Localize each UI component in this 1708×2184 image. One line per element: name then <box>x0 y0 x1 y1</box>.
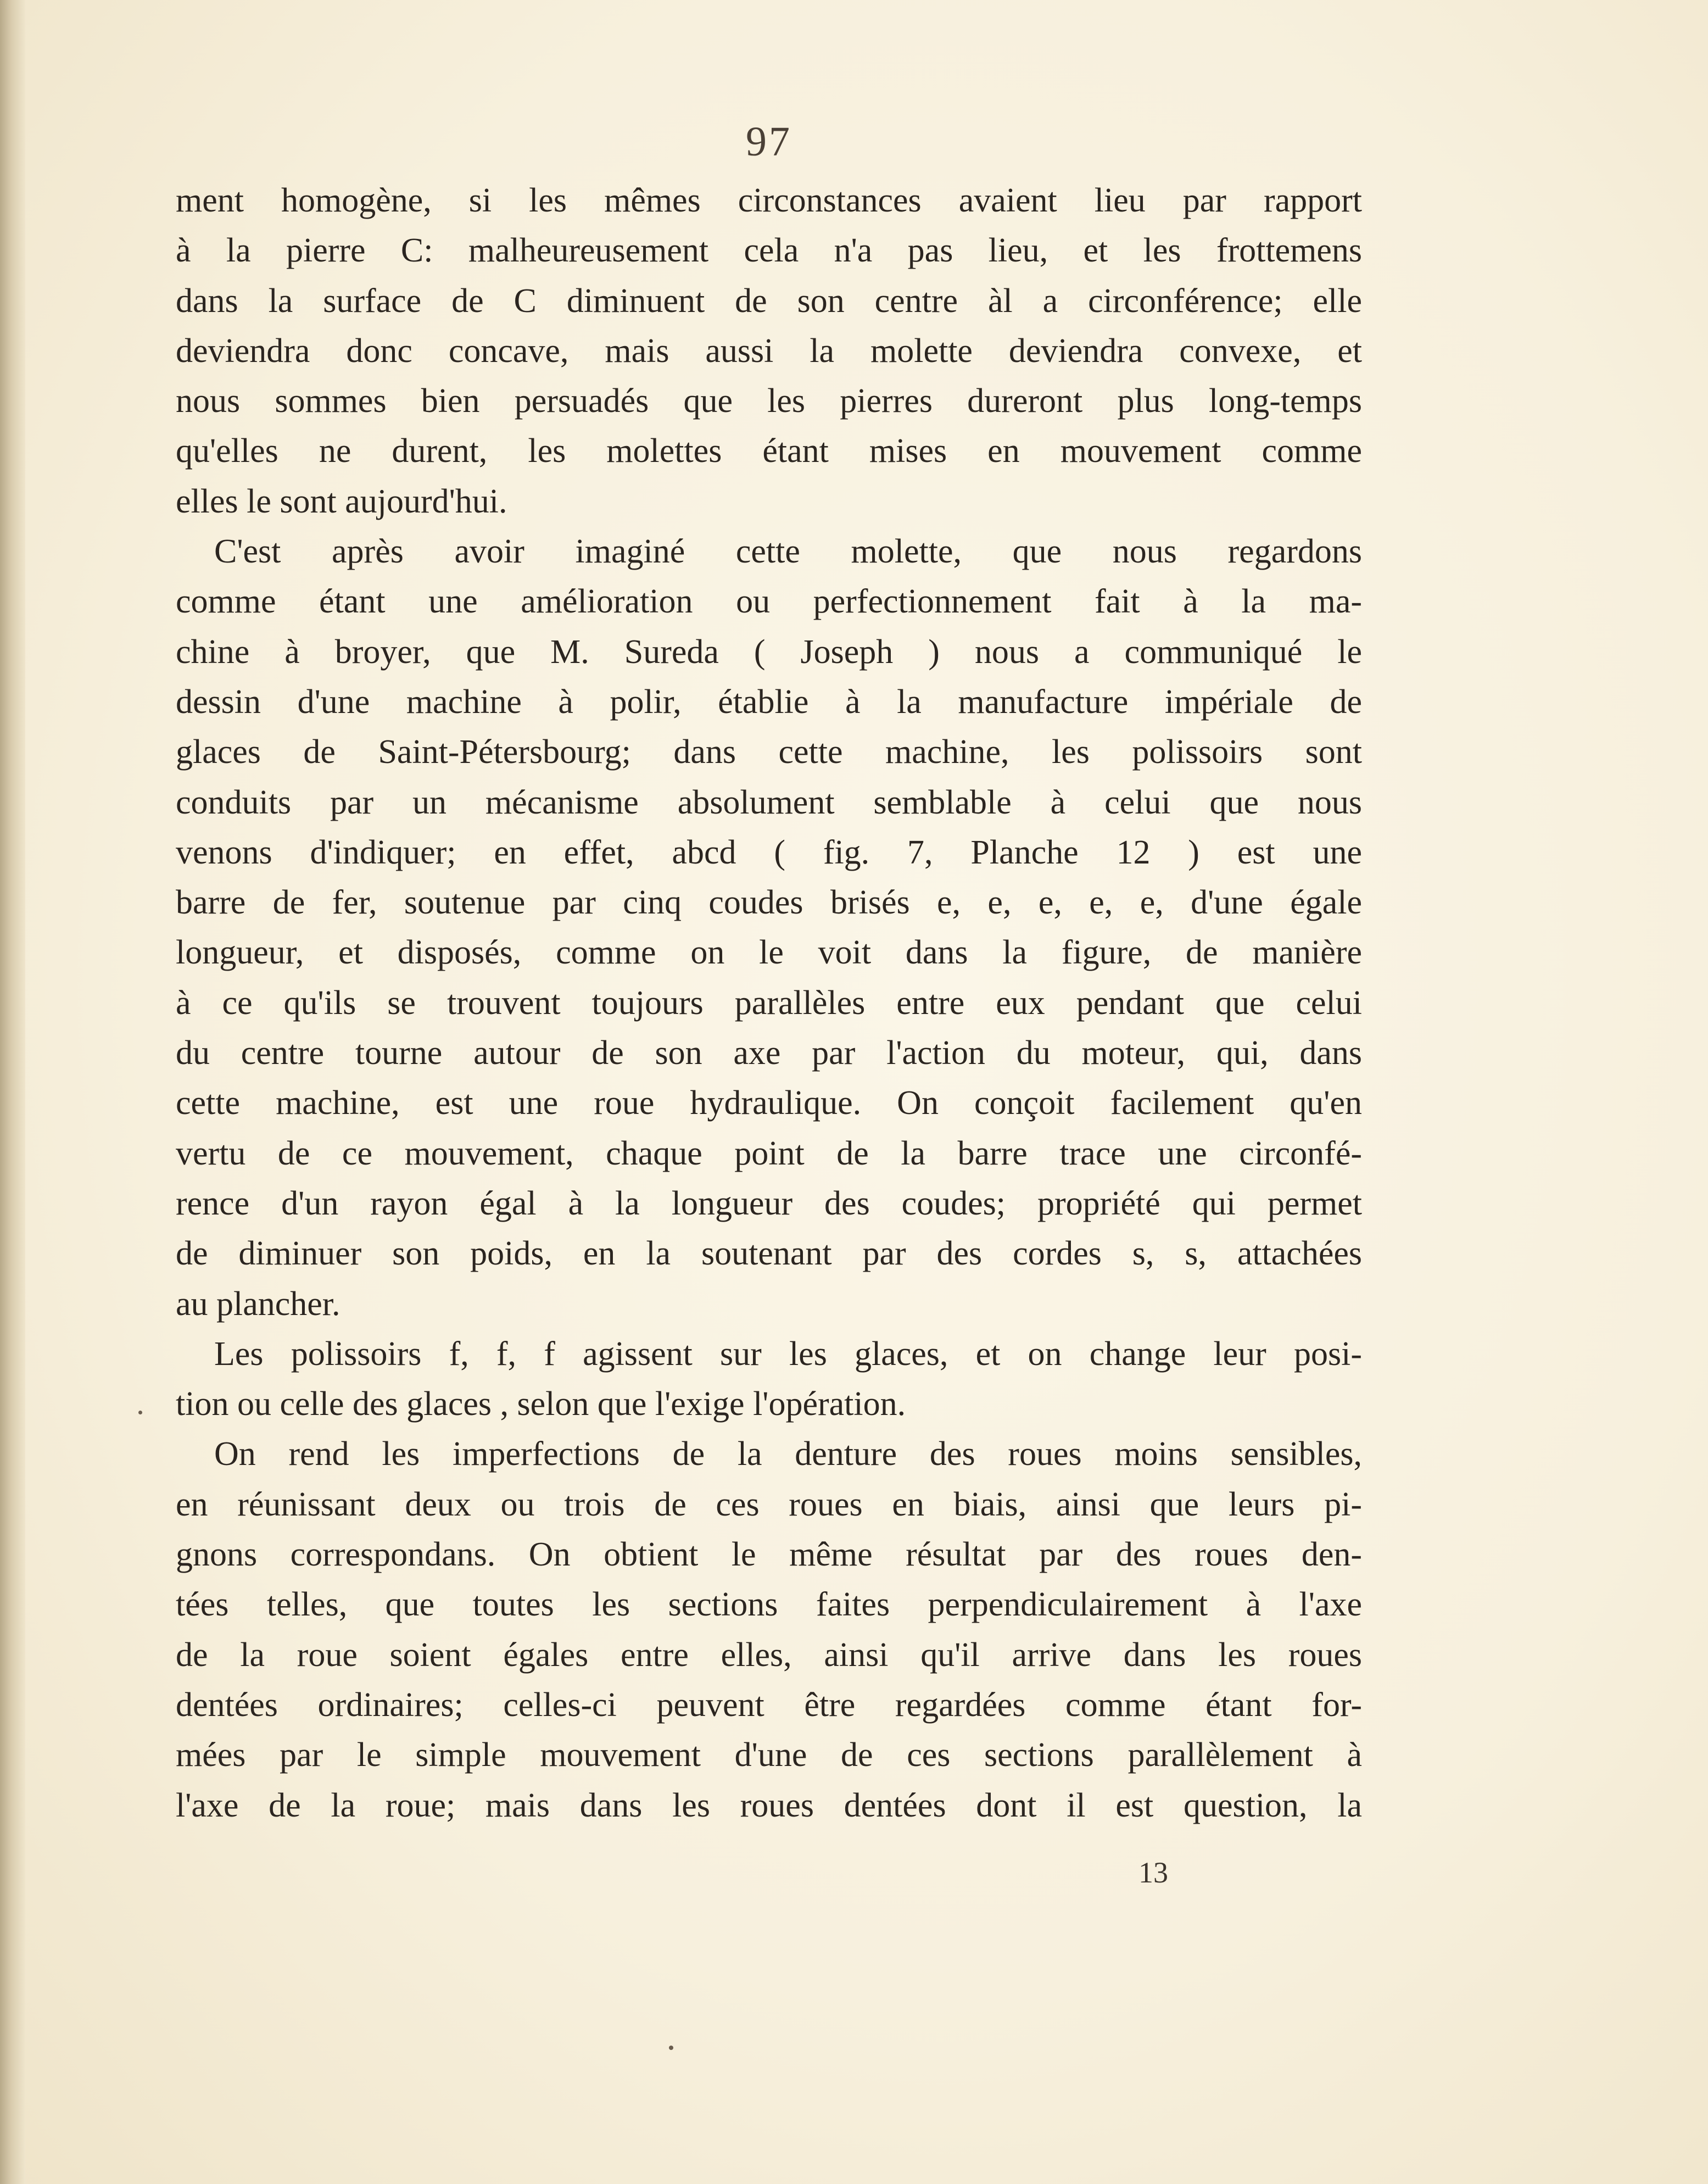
ink-speck <box>138 1411 142 1414</box>
text-line: venons d'indiquer; en effet, abcd ( fig. 7, Planche 12 ) est une <box>176 833 1362 871</box>
text-line: dessin d'une machine à polir, établie à la manufacture impériale de <box>176 683 1362 721</box>
text-line: dentées ordinaires; celles-ci peuvent être regardées comme étant for- <box>176 1686 1362 1724</box>
text-line: chine à broyer, que M. Sureda ( Joseph ) nous a communiqué le <box>176 633 1362 671</box>
paragraph-1 <box>176 176 1362 527</box>
text-line: longueur, et disposés, comme on le voit dans la figure, de manière <box>176 934 1362 972</box>
page-number: 97 <box>746 119 792 165</box>
signature-mark: 13 <box>1138 1856 1168 1889</box>
text-line: au plancher. <box>176 1285 341 1323</box>
text-line: conduits par un mécanisme absolument semblable à celui que nous <box>176 783 1362 821</box>
text-line: rence d'un rayon égal à la longueur des coudes; propriété qui permet <box>176 1184 1362 1222</box>
text-line: en réunissant deux ou trois de ces roues en biais, ainsi que leurs pi- <box>176 1485 1362 1523</box>
text-line: cette machine, est une roue hydraulique. On conçoit facilement qu'en <box>176 1084 1362 1122</box>
text-line: du centre tourne autour de son axe par l'action du moteur, qui, dans <box>176 1034 1362 1072</box>
text-line: barre de fer, soutenue par cinq coudes brisés e, e, e, e, e, d'une égale <box>176 884 1362 922</box>
text-line: à ce qu'ils se trouvent toujours parallèles entre eux pendant que celui <box>176 984 1362 1022</box>
text-line: C'est après avoir imaginé cette molette, que nous regardons <box>214 533 1362 571</box>
text-line: tées telles, que toutes les sections faites perpendiculairement à l'axe <box>176 1586 1362 1624</box>
text-line: qu'elles ne durent, les molettes étant mises en mouvement comme <box>176 432 1362 470</box>
text-line: ment homogène, si les mêmes circonstances avaient lieu par rapport <box>176 182 1362 219</box>
ink-speck <box>669 2046 673 2050</box>
text-line: à la pierre C: malheureusement cela n'a pas lieu, et les frottemens <box>176 232 1362 270</box>
text-line: de diminuer son poids, en la soutenant par des cordes s, s, attachées <box>176 1235 1362 1273</box>
text-line: gnons correspondans. On obtient le même résultat par des roues den- <box>176 1536 1362 1574</box>
body-text <box>176 176 1362 1831</box>
text-line: mées par le simple mouvement d'une de ces sections parallèlement à <box>176 1736 1362 1774</box>
text-line: tion ou celle des glaces , selon que l'exige l'opération. <box>176 1385 906 1423</box>
text-line: de la roue soient égales entre elles, ainsi qu'il arrive dans les roues <box>176 1636 1362 1674</box>
text-line: deviendra donc concave, mais aussi la molette deviendra convexe, et <box>176 332 1362 370</box>
text-line: Les polissoirs f, f, f agissent sur les glaces, et on change leur posi- <box>214 1335 1362 1373</box>
text-line: vertu de ce mouvement, chaque point de la barre trace une circonfé- <box>176 1134 1362 1172</box>
paragraph-2 <box>176 527 1362 1329</box>
text-line: glaces de Saint-Pétersbourg; dans cette machine, les polissoirs sont <box>176 733 1362 771</box>
paragraph-3 <box>176 1329 1362 1430</box>
text-line: nous sommes bien persuadés que les pierres dureront plus long-temps <box>176 382 1362 420</box>
text-line: elles le sont aujourd'hui. <box>176 482 507 520</box>
text-line: On rend les imperfections de la denture des roues moins sensibles, <box>214 1435 1362 1473</box>
paragraph-4 <box>176 1429 1362 1830</box>
text-line: l'axe de la roue; mais dans les roues dentées dont il est question, la <box>176 1786 1362 1824</box>
text-line: dans la surface de C diminuent de son centre àl a circonférence; elle <box>176 282 1362 320</box>
binding-gutter <box>0 0 25 2184</box>
text-line: comme étant une amélioration ou perfectionnement fait à la ma- <box>176 583 1362 621</box>
